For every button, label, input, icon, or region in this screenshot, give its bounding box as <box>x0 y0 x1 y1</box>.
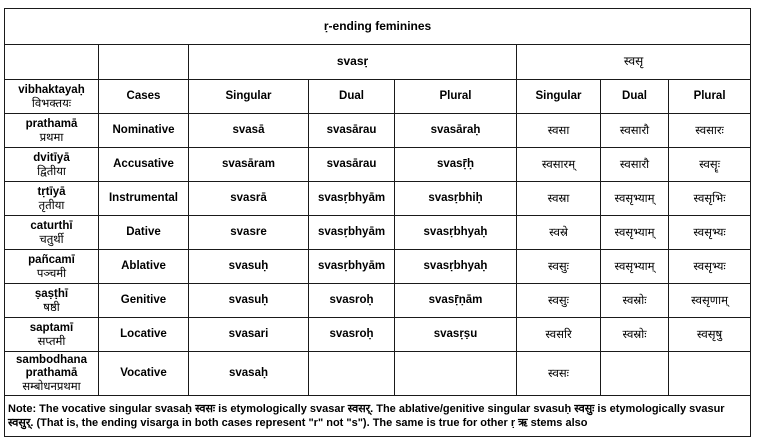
singular-devanagari: स्वस्रा <box>517 182 601 216</box>
vibhakti-header-latin: vibhaktayaḥ <box>18 83 85 96</box>
case-name: Instrumental <box>99 182 189 216</box>
case-name: Nominative <box>99 114 189 148</box>
dual-devanagari: स्वसारौ <box>601 148 669 182</box>
singular-latin: svasari <box>189 318 309 352</box>
dual-devanagari: स्वसारौ <box>601 114 669 148</box>
vibhakti-label-cell <box>5 216 99 250</box>
table-row <box>5 216 751 250</box>
vibhakti-devanagari: षष्ठी <box>43 299 60 314</box>
case-name: Genitive <box>99 284 189 318</box>
plural-devanagari: स्वसॄः <box>669 148 751 182</box>
table-row <box>5 250 751 284</box>
singular-devanagari: स्वसारम् <box>517 148 601 182</box>
plural-latin: svasāraḥ <box>395 114 517 148</box>
case-name: Accusative <box>99 148 189 182</box>
singular-devanagari: स्वस्रे <box>517 216 601 250</box>
vibhakti-latin: prathamā <box>25 117 78 130</box>
table-row <box>5 148 751 182</box>
vibhakti-devanagari: द्वितीया <box>37 163 66 178</box>
blank-header-cell <box>99 45 189 80</box>
case-name: Locative <box>99 318 189 352</box>
case-name: Ablative <box>99 250 189 284</box>
table-row <box>5 318 751 352</box>
vocative-singular-latin: svasaḥ <box>189 352 309 396</box>
vocative-label-cell <box>5 352 99 396</box>
singular-devanagari: स्वसुः <box>517 284 601 318</box>
vibhakti-devanagari: चतुर्थी <box>39 231 64 246</box>
vibhakti-label-cell <box>5 250 99 284</box>
group-header-devanagari: स्वसृ <box>517 45 751 80</box>
singular-latin: svasā <box>189 114 309 148</box>
dual-devanagari: स्वसृभ्याम् <box>601 182 669 216</box>
plural-header-latin: Plural <box>395 80 517 114</box>
vocative-case: Vocative <box>99 352 189 396</box>
singular-devanagari: स्वसा <box>517 114 601 148</box>
plural-devanagari: स्वसृषु <box>669 318 751 352</box>
table-title: ṛ-ending feminines <box>5 9 751 45</box>
table-row <box>5 182 751 216</box>
plural-latin: svasṝḥ <box>395 148 517 182</box>
vibhakti-header-devanagari: विभक्तयः <box>31 95 72 110</box>
vibhakti-label-cell <box>5 182 99 216</box>
plural-devanagari: स्वसृभिः <box>669 182 751 216</box>
dual-latin: svasṛbhyām <box>309 250 395 284</box>
singular-devanagari: स्वसुः <box>517 250 601 284</box>
vocative-label-latin-1: sambodhana <box>16 353 87 366</box>
dual-devanagari: स्वसृभ्याम् <box>601 250 669 284</box>
dual-latin: svasārau <box>309 148 395 182</box>
dual-header-latin: Dual <box>309 80 395 114</box>
vocative-label-latin-2: prathamā <box>25 366 78 379</box>
footnote: Note: The vocative singular svasaḥ स्वसः is etymologically svasar स्वसर्. The ablative/genitive singular svasuḥ स्वसुः is etymologically svasur स्वसुर्. (That is, the ending visarga in both cases represent "r" not "s"). The same is true for other ṛ ऋ stems also <box>5 396 751 437</box>
vibhakti-devanagari: प्रथमा <box>39 129 64 144</box>
vocative-plural-latin <box>395 352 517 396</box>
declension-table <box>4 8 751 437</box>
vibhakti-label-cell <box>5 318 99 352</box>
vibhakti-latin: caturthī <box>30 219 73 232</box>
vibhakti-latin: dvitīyā <box>33 151 70 164</box>
vocative-plural-devanagari <box>669 352 751 396</box>
vibhakti-devanagari: तृतीया <box>38 197 65 212</box>
dual-header-devanagari: Dual <box>601 80 669 114</box>
plural-latin: svasṛṣu <box>395 318 517 352</box>
vibhakti-header <box>5 80 99 114</box>
vibhakti-latin: pañcamī <box>28 253 75 266</box>
plural-devanagari: स्वसृभ्यः <box>669 250 751 284</box>
dual-latin: svasārau <box>309 114 395 148</box>
dual-latin: svasṛbhyām <box>309 182 395 216</box>
vibhakti-label-cell <box>5 284 99 318</box>
vocative-singular-devanagari: स्वसः <box>517 352 601 396</box>
singular-latin: svasāram <box>189 148 309 182</box>
singular-header-latin: Singular <box>189 80 309 114</box>
plural-devanagari: स्वसृणाम् <box>669 284 751 318</box>
vocative-label-devanagari: सम्बोधनप्रथमा <box>22 379 81 394</box>
cases-header: Cases <box>99 80 189 114</box>
plural-latin: svasṛbhyaḥ <box>395 216 517 250</box>
vibhakti-devanagari: पञ्चमी <box>36 265 67 280</box>
vibhakti-latin: ṣaṣṭhī <box>34 287 69 300</box>
plural-latin: svasṝṇām <box>395 284 517 318</box>
vocative-dual-devanagari <box>601 352 669 396</box>
vibhakti-label-cell <box>5 148 99 182</box>
plural-header-devanagari: Plural <box>669 80 751 114</box>
singular-latin: svasre <box>189 216 309 250</box>
plural-devanagari: स्वसारः <box>669 114 751 148</box>
dual-latin: svasroḥ <box>309 284 395 318</box>
singular-devanagari: स्वसरि <box>517 318 601 352</box>
table-row <box>5 114 751 148</box>
dual-devanagari: स्वस्रोः <box>601 284 669 318</box>
vibhakti-devanagari: सप्तमी <box>37 333 66 348</box>
dual-latin: svasroḥ <box>309 318 395 352</box>
singular-latin: svasuḥ <box>189 284 309 318</box>
singular-header-devanagari: Singular <box>517 80 601 114</box>
group-header-latin: svasṛ <box>189 45 517 80</box>
plural-latin: svasṛbhyaḥ <box>395 250 517 284</box>
plural-latin: svasṛbhiḥ <box>395 182 517 216</box>
dual-devanagari: स्वसृभ्याम् <box>601 216 669 250</box>
vibhakti-label-cell <box>5 114 99 148</box>
singular-latin: svasuḥ <box>189 250 309 284</box>
case-name: Dative <box>99 216 189 250</box>
table-row <box>5 284 751 318</box>
vibhakti-latin: saptamī <box>29 321 74 334</box>
blank-header-cell <box>5 45 99 80</box>
dual-latin: svasṛbhyām <box>309 216 395 250</box>
singular-latin: svasrā <box>189 182 309 216</box>
plural-devanagari: स्वसृभ्यः <box>669 216 751 250</box>
dual-devanagari: स्वस्रोः <box>601 318 669 352</box>
vocative-dual-latin <box>309 352 395 396</box>
vibhakti-latin: tṛtīyā <box>37 185 66 198</box>
